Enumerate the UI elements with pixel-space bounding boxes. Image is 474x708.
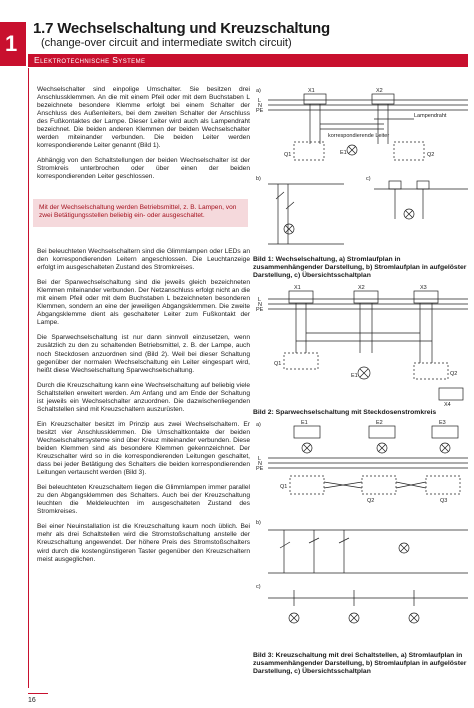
- svg-text:Q2: Q2: [450, 371, 458, 377]
- fig1-label-c: c): [366, 176, 371, 182]
- svg-text:E1: E1: [301, 420, 308, 426]
- paragraph: Durch die Kreuzschaltung kann eine Wechselschaltung auf beliebig viele Schaltstellen erweitert werden. Am Anfang und am Ende der Schaltung ist jeweils ein Wechselschalter anzuordnen. Die dazwischenliegenden Schaltstellen sind mit Kreuzschaltern auszurüsten.: [37, 381, 250, 413]
- section-label: Elektrotechnische Systeme: [34, 55, 146, 65]
- footer-rule: [28, 693, 48, 694]
- paragraph: Ein Kreuzschalter besitzt im Prinzip aus zwei Wechselschaltern. Er besitzt vier Anschlussklemmen. Die Umschaltkontakte der beiden Wechselschaltersysteme sind über Kreuz miteinander verbunden. Diese beiden Klemmen sind als besondere Klemmen gekennzeichnet. Der Kreuzschalter wird so in die korrespondierenden Leitungen geschaltet, dass bei jeder Betätigung des Schalters die beiden korrespondierenden Leitungen vertauscht werden (Bild 3).: [37, 420, 250, 477]
- chapter-number: 1: [5, 31, 18, 56]
- figure-2-caption: Bild 2: Sparwechselschaltung mit Steckdosenstromkreis: [253, 409, 437, 416]
- figure-2-diagram: [254, 283, 470, 409]
- junction-box-x2: [372, 94, 394, 104]
- svg-text:X2: X2: [376, 88, 383, 94]
- svg-text:c): c): [256, 584, 261, 590]
- svg-text:PE: PE: [256, 307, 264, 313]
- chapter-tab: [0, 22, 26, 66]
- svg-text:X4: X4: [444, 402, 451, 408]
- svg-text:a): a): [256, 422, 261, 428]
- svg-text:korrespondierende Leiter: korrespondierende Leiter: [328, 133, 390, 139]
- svg-text:Q1: Q1: [284, 152, 292, 158]
- section-bar: [28, 54, 468, 67]
- svg-text:Q2: Q2: [367, 498, 375, 504]
- svg-text:Q2: Q2: [427, 152, 435, 158]
- page-number: 16: [28, 697, 36, 704]
- svg-text:Q1: Q1: [280, 484, 288, 490]
- fig1-label-a: a): [256, 88, 261, 94]
- paragraph: Bei beleuchteten Wechselschaltern sind die Glimmlampen oder LEDs an den korrespondierenden Leitern angeschlossen. Die Leuchtanzeige erfolgt im ausgeschalteten Zustand des Stromkreises.: [37, 248, 250, 272]
- svg-text:N: N: [258, 461, 262, 467]
- svg-text:L: L: [258, 297, 262, 303]
- figure-3-caption: Bild 3: Kreuzschaltung mit drei Schaltstellen, a) Stromlaufplan in zusammenhängender Darstellung, b) Stromlaufplan in aufgelöster Darstellung, c) Übersichtsschaltplan: [253, 652, 467, 676]
- fig1-label-b: b): [256, 176, 261, 182]
- svg-text:Q1: Q1: [274, 361, 282, 367]
- svg-text:X3: X3: [420, 285, 427, 291]
- paragraph: Abhängig von den Schaltstellungen der beiden Wechselschalter ist der Stromkreis unterbrochen oder über einen der beiden korrespondierenden Leiter geschlossen.: [37, 157, 250, 181]
- svg-text:E2: E2: [376, 420, 383, 426]
- note-text: Mit der Wechselschaltung werden Betriebsmittel, z. B. Lampen, von zwei Betätigungsstellen beliebig ein- oder ausgeschaltet.: [39, 204, 237, 219]
- svg-text:X2: X2: [358, 285, 365, 291]
- svg-text:Q3: Q3: [440, 498, 448, 504]
- svg-text:L: L: [258, 456, 262, 462]
- svg-text:X1: X1: [308, 88, 315, 94]
- svg-text:E1: E1: [351, 373, 358, 379]
- note-box: [33, 199, 248, 227]
- svg-text:X1: X1: [294, 285, 301, 291]
- switch-q2-box: [394, 142, 424, 160]
- figure-1-caption: Bild 1: Wechselschaltung, a) Stromlaufplan in zusammenhängender Darstellung, b) Stromlaufplan in aufgelöster Darstellung, c) Übersichtsschaltplan: [253, 256, 467, 280]
- paragraph: Bei der Sparwechselschaltung sind die jeweils gleich bezeichneten Klemmen miteinander verbunden. Der Netzanschluss erfolgt nicht an die mit einem Pfeil oder mit dem Buchstaben L bezeichneten besonderen Klemmen, sondern an eine der jeweiligen Abgangsklemmen. Die zweite Abgangsklemme dient als geschalteter Leiter zum Fußkontakt der Lampe.: [37, 279, 250, 327]
- paragraph: Bei einer Neuinstallation ist die Kreuzschaltung kaum noch üblich. Bei mehr als drei Schaltstellen wird die Stromstoßschaltung anstelle der Kreuzschaltung angewendet. Der höhere Preis des Stromstoßschalters wird durch die kostengünstigeren Taster gegenüber den Kreuzschaltern meist ausgeglichen.: [37, 523, 250, 563]
- text-block-1: [37, 86, 250, 189]
- svg-text:N: N: [258, 103, 262, 109]
- svg-text:N: N: [258, 302, 262, 308]
- margin-rule: [28, 68, 29, 688]
- svg-text:PE: PE: [256, 466, 264, 472]
- paragraph: Bei beleuchteten Kreuzschaltern liegen die Glimmlampen immer parallel zu den Abgangsklemmen des Schalters. Auch bei der Kreuzschaltung leuchten die Meldeleuchten im ausgeschalteten Zustand des Stromkreises.: [37, 484, 250, 516]
- paragraph: Die Sparwechselschaltung ist nur dann sinnvoll einzusetzen, wenn zusätzlich zu den zu schaltenden Betriebsmittel, z. B. der Lampe, auch noch Steckdosen anzuordnen sind (Bild 2). Weil bei dieser Schaltung gegenüber der normalen Wechselschaltung ein Leiter eingespart wird, heißt diese Wechselschaltung Sparwechselschaltung.: [37, 334, 250, 374]
- paragraph: Wechselschalter sind einpolige Umschalter. Sie besitzen drei Anschlussklemmen. An die mit einem Pfeil oder mit dem Buchstaben L bezeichnete besondere Klemme erfolgt bei einem Schalter der Anschluss des Außenleiters, bei dem zweiten Schalter der Anschluss des Fußkontaktes der Lampe. Dieser Leiter wird auch als Lampendraht bezeichnet. Die beiden anderen Klemmen der beiden Wechselschalter werden miteinander verbunden. Die beiden Leiter werden korrespondierende Leiter genannt (Bild 1).: [37, 86, 250, 150]
- page-title: 1.7 Wechselschaltung und Kreuzschaltung: [33, 20, 330, 37]
- text-block-2: [37, 248, 250, 571]
- figure-3-diagram: [254, 418, 470, 650]
- junction-box-x1: [304, 94, 326, 104]
- page-subtitle: (change-over circuit and intermediate switch circuit): [41, 37, 292, 49]
- svg-text:L: L: [258, 98, 262, 104]
- svg-text:E1: E1: [340, 150, 347, 156]
- svg-text:PE: PE: [256, 108, 264, 114]
- switch-q1-box: [294, 142, 324, 160]
- svg-text:b): b): [256, 520, 261, 526]
- figure-1-diagram: [254, 84, 470, 254]
- svg-text:Lampendraht: Lampendraht: [414, 113, 447, 119]
- svg-text:E3: E3: [439, 420, 446, 426]
